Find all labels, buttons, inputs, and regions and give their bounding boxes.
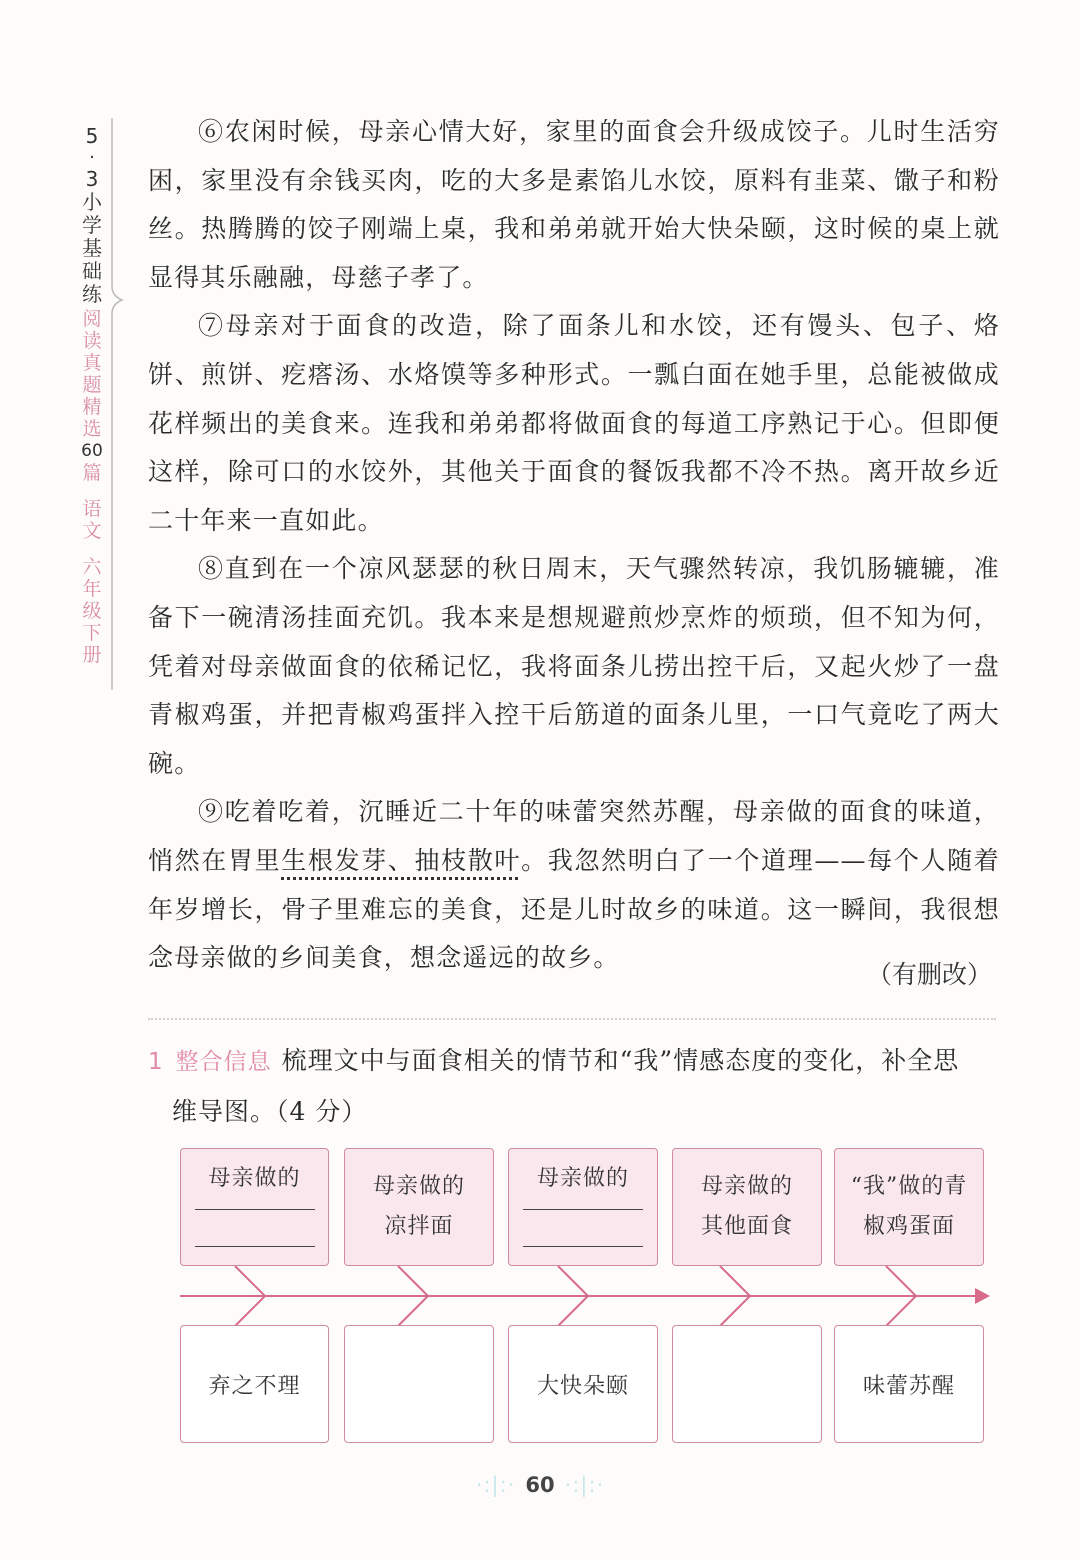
box-label: 凉拌面 (384, 1214, 454, 1239)
subject-char: 语 (82, 498, 102, 520)
section-divider (148, 1018, 996, 1020)
series-char: 5 (85, 124, 99, 148)
box-label: 大快朵颐 (536, 1373, 629, 1399)
mindmap-top-box-3 (508, 1148, 658, 1266)
series-char: 学 (82, 213, 102, 237)
paragraph-8: ⑧直到在一个凉风瑟瑟的秋日周末，天气骤然转凉，我饥肠辘辘，准备下一碗清汤挂面充饥。我本来是想规避煎炒烹炸的烦琐，但不知为何，凭着对母亲做面食的依稀记忆，我将面条儿捞出控干后，又起火炒了一盘青椒鸡蛋，并把青椒鸡蛋拌入控干后筋道的面条儿里，一口气竟吃了两大碗。 (148, 554, 1000, 778)
paragraph-9-part-a: ⑨吃着吃着，沉睡近二十年的味蕾突然苏醒，母亲做的面食的味道，悄然在胃里 (148, 797, 1000, 875)
mindmap-arrow (180, 1266, 990, 1326)
mindmap-top-box-4 (672, 1148, 822, 1266)
series-char: 3 (85, 167, 99, 191)
subtitle-char: 真 (82, 352, 102, 374)
question-prompt: 梳理文中与面食相关的情节和“我”情感态度的变化，补全思 (281, 1046, 960, 1075)
emphasized-phrase: 生根发芽、抽枝散叶 (281, 845, 522, 875)
box-label: “我”做的青 (850, 1174, 968, 1199)
paragraph-6: ⑥农闲时候，母亲心情大好，家里的面食会升级成饺子。儿时生活穷困，家里没有余钱买肉，吃的大多是素馅儿水饺，原料有韭菜、馓子和粉丝。热腾腾的饺子刚端上桌，我和弟弟就开始大快朵颐，这时候的桌上就显得其乐融融，母慈子孝了。 (148, 117, 1000, 292)
page-deco-left-icon: ·:|:· (475, 1473, 516, 1497)
paragraph-9-part-b: 。我忽然明白了一个道理——每个人随着年岁增长，骨子里难忘的美食，还是儿时故乡的味道。这一瞬间，我很想念母亲做的乡间美食，想念遥远的故乡。 (148, 845, 1000, 973)
page-number-value: 60 (525, 1473, 555, 1497)
article-body (148, 108, 1000, 983)
mindmap-bottom-box-2[interactable] (344, 1325, 494, 1443)
subtitle-char: 题 (82, 374, 102, 396)
box-label: 母亲做的 (536, 1166, 629, 1191)
box-label: 弃之不理 (208, 1373, 301, 1399)
page-deco-right-icon: ·:|:· (564, 1473, 605, 1497)
subtitle-char: 阅 (82, 308, 102, 330)
page-number (0, 1473, 1080, 1497)
book-series-title (72, 125, 112, 306)
answer-blank[interactable] (523, 1209, 643, 1247)
series-char: 练 (82, 282, 102, 306)
question-tag: 整合信息 (175, 1049, 272, 1075)
grade-char: 六 (82, 556, 102, 578)
paragraph-9 (148, 788, 1000, 982)
box-label: 味蕾苏醒 (862, 1373, 955, 1399)
box-label: 母亲做的 (208, 1166, 301, 1191)
series-char: 础 (82, 259, 102, 283)
question-number: 1 (148, 1049, 164, 1075)
subtitle-char: 读 (82, 330, 102, 352)
grade-char: 下 (82, 622, 102, 644)
box-label: 母亲做的 (372, 1174, 465, 1199)
mindmap-top-box-1 (180, 1148, 329, 1266)
arrow-head-icon (975, 1288, 990, 1304)
source-note: （有删改） (866, 960, 992, 989)
box-label: 母亲做的 (700, 1174, 793, 1199)
answer-blank[interactable] (195, 1209, 315, 1247)
subtitle-char: 选 (82, 418, 102, 440)
subject-char: 文 (82, 520, 102, 542)
grade-char: 年 (82, 578, 102, 600)
paragraph-7: ⑦母亲对于面食的改造，除了面条儿和水饺，还有馒头、包子、烙饼、煎饼、疙瘩汤、水烙馍等多种形式。一瓢白面在她手里，总能被做成花样频出的美食来。连我和弟弟都将做面食的每道工序熟记于心。但即便这样，除可口的水饺外，其他关于面食的餐饭我都不冷不热。离开故乡近二十年来一直如此。 (148, 311, 1000, 535)
box-label: 其他面食 (700, 1214, 793, 1239)
box-label: 椒鸡蛋面 (862, 1214, 955, 1239)
series-char: 基 (82, 236, 102, 260)
series-char: 小 (82, 190, 102, 214)
mindmap-top-box-5 (834, 1148, 984, 1266)
mindmap-bottom-box-3 (508, 1325, 658, 1443)
mindmap-top-box-2 (344, 1148, 494, 1266)
question-prompt-cont: 维导图。（4 分） (172, 1097, 368, 1126)
sidebar-brace-icon (110, 118, 124, 690)
mindmap-bottom-box-5 (834, 1325, 984, 1443)
series-char: · (89, 147, 95, 168)
article-count: 60 (81, 441, 103, 461)
mindmap-bottom-box-4[interactable] (672, 1325, 822, 1443)
grade-char: 册 (82, 644, 102, 666)
question-1 (148, 1036, 998, 1137)
grade-char: 级 (82, 600, 102, 622)
mindmap-bottom-box-1 (180, 1325, 329, 1443)
book-subtitle (72, 308, 112, 666)
article-count-unit: 篇 (82, 462, 102, 484)
subtitle-char: 精 (82, 396, 102, 418)
